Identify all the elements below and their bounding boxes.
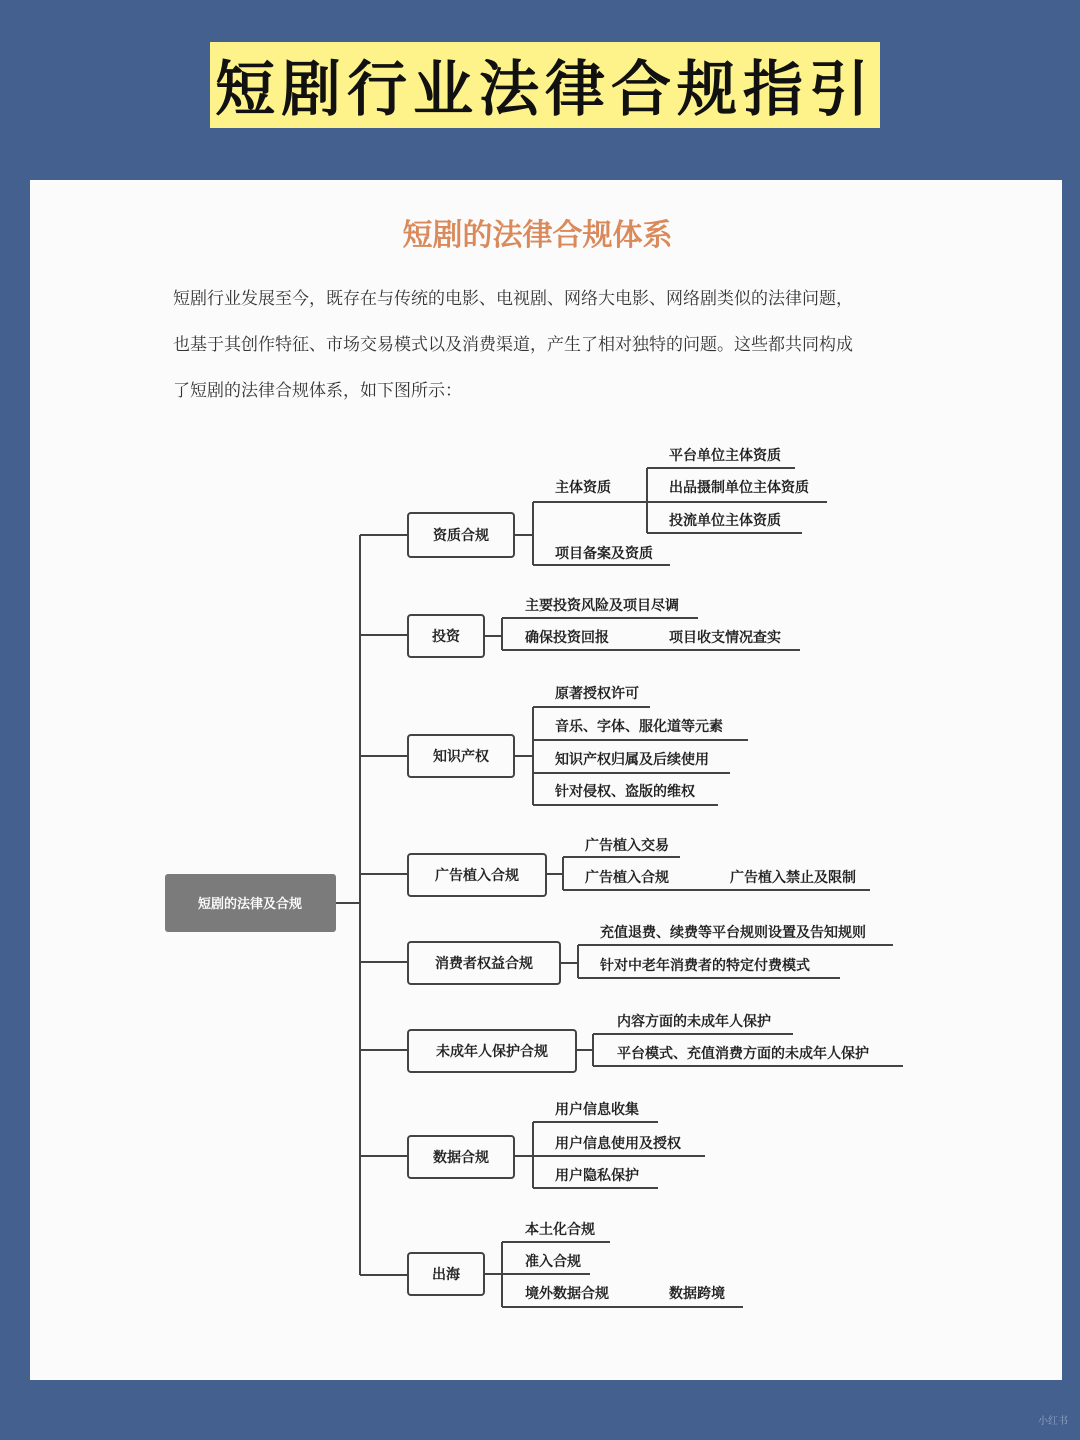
mindmap-leaf-label: 投流单位主体资质: [669, 513, 781, 529]
mindmap-leaf-label: 用户信息收集: [555, 1102, 639, 1118]
mindmap-leaf-label: 广告植入合规: [585, 870, 669, 886]
mindmap-leaf-label: 针对中老年消费者的特定付费模式: [600, 958, 810, 974]
mindmap-branch-label: 数据合规: [433, 1150, 489, 1166]
mindmap-branch-label: 消费者权益合规: [435, 956, 533, 972]
document-card: [30, 180, 1062, 1380]
mindmap-leaf-label: 出品摄制单位主体资质: [669, 480, 809, 496]
mindmap-leaf-label: 用户隐私保护: [555, 1168, 639, 1184]
mindmap-leaf-label: 项目收支情况查实: [669, 630, 781, 646]
intro-line: 也基于其创作特征、市场交易模式以及消费渠道，产生了相对独特的问题。这些都共同构成: [173, 335, 853, 355]
mindmap-leaf-label: 内容方面的未成年人保护: [617, 1014, 771, 1030]
mindmap: [30, 180, 1062, 1380]
mindmap-leaf-label: 平台模式、充值消费方面的未成年人保护: [617, 1046, 869, 1062]
mindmap-leaf-label: 原著授权许可: [555, 686, 639, 702]
mindmap-leaf-label: 音乐、字体、服化道等元素: [555, 719, 723, 735]
mindmap-leaf-label: 准入合规: [525, 1254, 581, 1270]
banner: [210, 42, 880, 128]
mindmap-leaf-label: 充值退费、续费等平台规则设置及告知规则: [600, 925, 866, 941]
mindmap-leaf-label: 广告植入交易: [585, 838, 669, 854]
mindmap-leaf-label: 主体资质: [555, 480, 611, 496]
mindmap-branch-label: 知识产权: [433, 749, 489, 765]
mindmap-leaf-label: 项目备案及资质: [555, 546, 653, 562]
mindmap-leaf-label: 主要投资风险及项目尽调: [525, 598, 679, 614]
mindmap-leaf-label: 确保投资回报: [525, 630, 609, 646]
mindmap-leaf-label: 用户信息使用及授权: [555, 1136, 681, 1152]
intro-line: 短剧行业发展至今，既存在与传统的电影、电视剧、网络大电影、网络剧类似的法律问题，: [173, 289, 853, 309]
watermark: 小红书: [1038, 1416, 1068, 1427]
mindmap-root-label: 短剧的法律及合规: [197, 897, 303, 912]
mindmap-leaf-label: 平台单位主体资质: [669, 448, 781, 464]
mindmap-branch-label: 资质合规: [433, 528, 489, 544]
banner-title: 短剧行业法律合规指引: [215, 55, 875, 125]
intro-line: 了短剧的法律合规体系，如下图所示：: [173, 381, 462, 401]
mindmap-branch-label: 投资: [432, 629, 460, 645]
mindmap-leaf-label: 境外数据合规: [525, 1286, 609, 1302]
mindmap-leaf-label: 针对侵权、盗版的维权: [555, 784, 695, 800]
mindmap-leaf-label: 本土化合规: [525, 1222, 595, 1238]
mindmap-leaf-label: 知识产权归属及后续使用: [555, 752, 709, 768]
mindmap-branch-label: 广告植入合规: [435, 868, 519, 884]
mindmap-leaf-label: 广告植入禁止及限制: [730, 870, 856, 886]
document-title: 短剧的法律合规体系: [402, 218, 673, 253]
mindmap-branch-label: 未成年人保护合规: [436, 1044, 548, 1060]
mindmap-leaf-label: 数据跨境: [669, 1286, 725, 1302]
mindmap-branch-label: 出海: [432, 1267, 460, 1283]
